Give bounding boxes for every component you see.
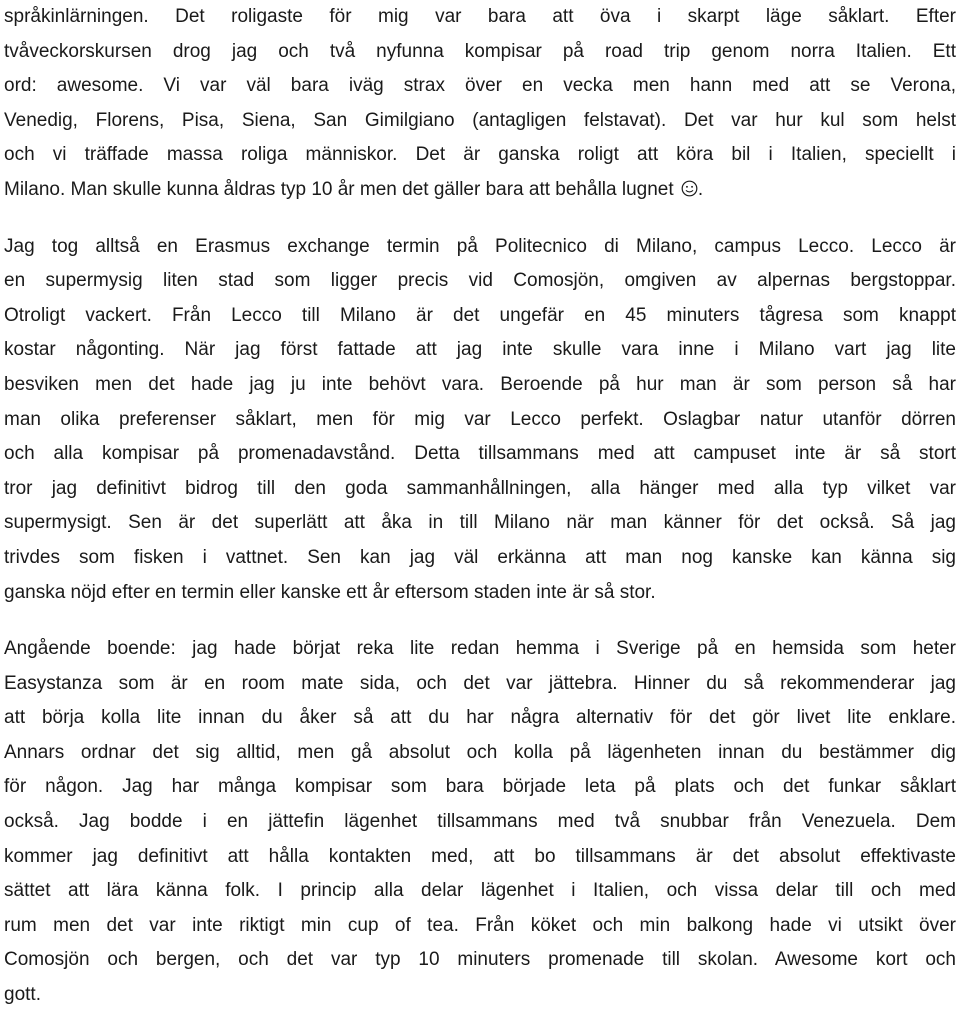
paragraph-housing: [4, 632, 956, 1013]
text-line: Venedig, Florens, Pisa, Siena, San Gimilgiano (antagligen felstavat). Det var hur kul som helst: [4, 109, 956, 131]
smiley-face-icon: [681, 180, 698, 197]
text-line: kommer jag definitivt att hålla kontakten med, att bo tillsammans är det absolut effektivaste: [4, 845, 956, 867]
text-line: besviken men det hade jag ju inte behövt vara. Beroende på hur man är som person så har: [4, 373, 956, 395]
text-line: kostar någonting. När jag först fattade att jag inte skulle vara inne i Milano vart jag lite: [4, 339, 956, 361]
text-line: man olika preferenser såklart, men för mig var Lecco perfekt. Oslagbar natur utanför dörren: [4, 408, 956, 430]
text-line: att börja kolla lite innan du åker så att du har några alternativ för det gör livet lite enklare.: [4, 707, 956, 729]
text-line: för någon. Jag har många kompisar som bara började leta på plats och det funkar såklart: [4, 776, 956, 798]
text-line: Annars ordnar det sig alltid, men gå absolut och kolla på lägenheten innan du bestämmer dig: [4, 741, 956, 763]
text-line: tror jag definitivt bidrog till den goda sammanhållningen, alla hänger med alla typ vilket var: [4, 477, 956, 499]
paragraph-road-trip: [4, 0, 956, 208]
text-line: Jag tog alltså en Erasmus exchange termin på Politecnico di Milano, campus Lecco. Lecco är: [4, 235, 956, 257]
text-line: sättet att lära känna folk. I princip alla delar lägenhet i Italien, och vissa delar till och med: [4, 880, 956, 902]
text-line: Angående boende: jag hade börjat reka lite redan hemma i Sverige på en hemsida som heter: [4, 638, 956, 660]
paragraph-erasmus-lecco: [4, 230, 956, 611]
text-line-tail: .: [697, 178, 704, 200]
text-line: rum men det var inte riktigt min cup of tea. Från köket och min balkong hade vi utsikt över: [4, 914, 956, 936]
text-line: Easystanza som är en room mate sida, och det var jättebra. Hinner du så rekommenderar jag: [4, 672, 956, 694]
text-line: också. Jag bodde i en jättefin lägenhet tillsammans med två snubbar från Venezuela. Dem: [4, 811, 956, 833]
paragraph-spacer: [4, 610, 956, 632]
text-line: Otroligt vackert. Från Lecco till Milano är det ungefär en 45 minuters tågresa som knappt: [4, 304, 956, 326]
text-line-content: Milano. Man skulle kunna åldras typ 10 år men det gäller bara att behålla lugnet: [4, 178, 674, 200]
paragraph-spacer: [4, 208, 956, 230]
text-line: och alla kompisar på promenadavstånd. Detta tillsammans med att campuset inte är så stort: [4, 443, 956, 465]
text-line: tvåveckorskursen drog jag och två nyfunna kompisar på road trip genom norra Italien. Ett: [4, 40, 956, 62]
text-line: ganska nöjd efter en termin eller kanske ett år eftersom staden inte är så stor.: [4, 581, 656, 603]
text-line: och vi träffade massa roliga människor. Det är ganska roligt att köra bil i Italien, speciellt i: [4, 144, 956, 166]
document-page: [4, 0, 956, 1013]
text-line: en supermysig liten stad som ligger precis vid Comosjön, omgiven av alpernas bergstoppar.: [4, 270, 956, 292]
text-line: trivdes som fisken i vattnet. Sen kan jag väl erkänna att man nog kanske kan känna sig: [4, 546, 956, 568]
text-line: gott.: [4, 984, 41, 1006]
text-line: supermysigt. Sen är det superlätt att åka in till Milano när man känner för det också. Så jag: [4, 512, 956, 534]
text-line: [4, 173, 956, 208]
text-line: Comosjön och bergen, och det var typ 10 minuters promenade till skolan. Awesome kort och: [4, 949, 956, 971]
text-line: språkinlärningen. Det roligaste för mig var bara att öva i skarpt läge såklart. Efter: [4, 6, 956, 27]
text-line: ord: awesome. Vi var väl bara iväg strax över en vecka men hann med att se Verona,: [4, 75, 956, 97]
